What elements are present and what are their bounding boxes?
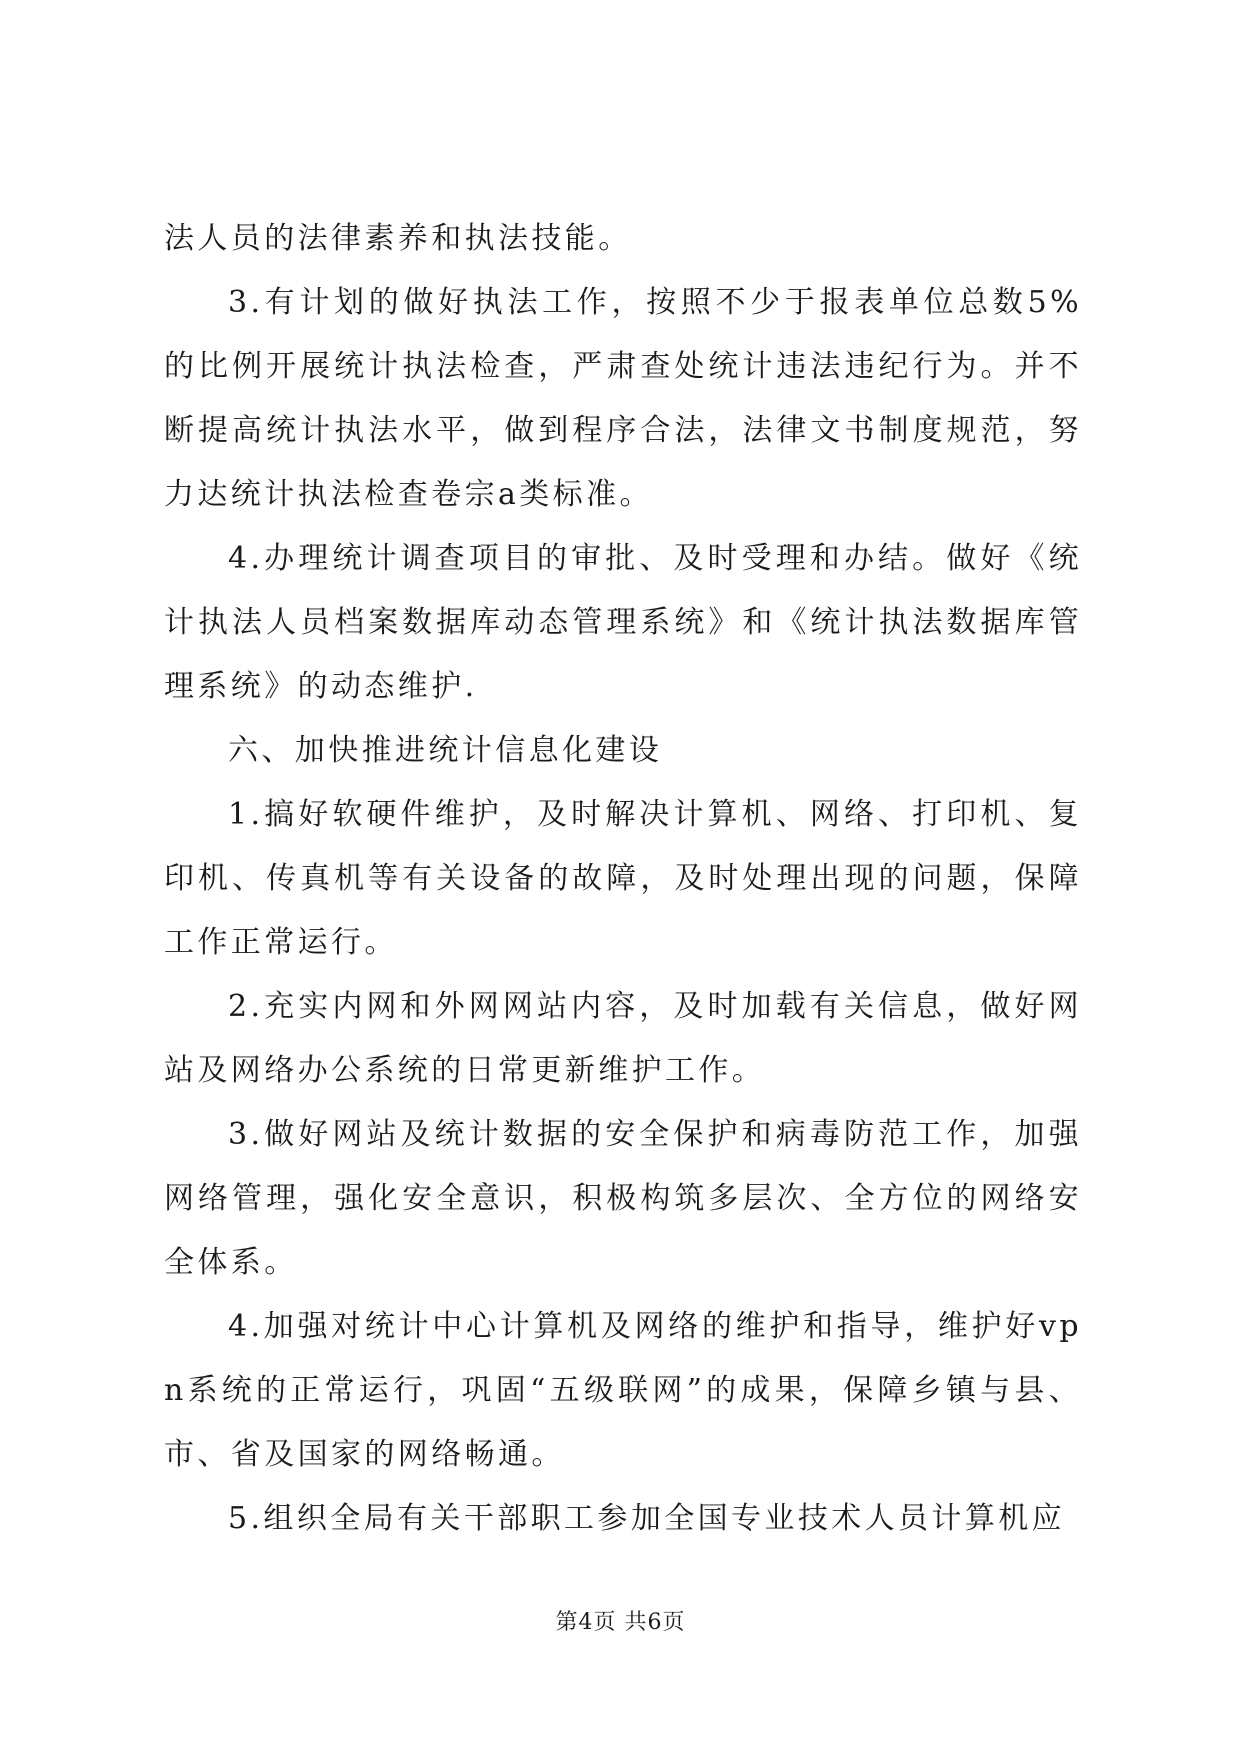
document-body: [164, 207, 1082, 1551]
paragraph: 5.组织全局有关干部职工参加全国专业技术人员计算机应: [228, 1501, 1066, 1536]
paragraph: 3.有计划的做好执法工作，按照不少于报表单位总数5%的比例开展统计执法检查，严肃查处统计违法违纪行为。并不断提高统计执法水平，做到程序合法，法律文书制度规范，努力达统计执法检查卷宗a类标准。: [164, 285, 1082, 512]
section-heading: 六、加快推进统计信息化建设: [228, 733, 663, 768]
page-number-footer: 第4页 共6页: [555, 1610, 686, 1635]
paragraph: 法人员的法律素养和执法技能。: [164, 221, 632, 256]
paragraph: 4.加强对统计中心计算机及网络的维护和指导，维护好vpn系统的正常运行，巩固“五级联网”的成果，保障乡镇与县、市、省及国家的网络畅通。: [164, 1309, 1082, 1472]
paragraph: 1.搞好软硬件维护，及时解决计算机、网络、打印机、复印机、传真机等有关设备的故障，及时处理出现的问题，保障工作正常运行。: [164, 797, 1082, 960]
paragraph: 3.做好网站及统计数据的安全保护和病毒防范工作，加强网络管理，强化安全意识，积极构筑多层次、全方位的网络安全体系。: [164, 1117, 1082, 1280]
paragraph: 2.充实内网和外网网站内容，及时加载有关信息，做好网站及网络办公系统的日常更新维护工作。: [164, 989, 1082, 1088]
paragraph: 4.办理统计调查项目的审批、及时受理和办结。做好《统计执法人员档案数据库动态管理系统》和《统计执法数据库管理系统》的动态维护.: [164, 541, 1082, 704]
